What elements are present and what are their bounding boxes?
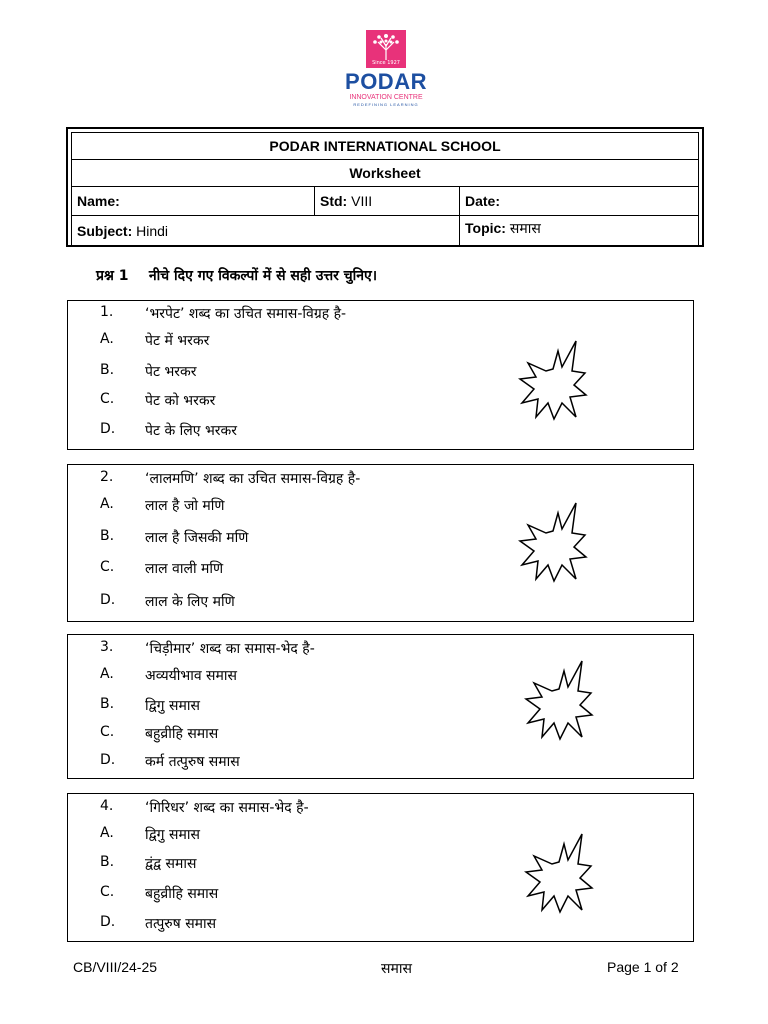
option-text: पेट के लिए भरकर	[145, 423, 238, 439]
footer-topic: समास	[381, 960, 412, 976]
std-value: VIII	[351, 193, 373, 209]
starburst-icon	[524, 830, 594, 920]
option-text: तत्पुरुष समास	[145, 916, 217, 932]
question-box-3	[67, 634, 694, 779]
option-label: C.	[100, 559, 115, 575]
name-label: Name:	[77, 193, 120, 209]
topic-cell	[460, 216, 699, 247]
date-cell	[460, 187, 699, 216]
option-label: D.	[100, 914, 116, 930]
date-label: Date:	[465, 193, 501, 209]
option-text: अव्ययीभाव समास	[145, 668, 237, 684]
question-text: ‘गिरिधर’ शब्द का समास-भेद है-	[145, 800, 309, 816]
footer-code: CB/VIII/24-25	[73, 959, 158, 975]
option-text: पेट को भरकर	[145, 393, 216, 409]
logo-subtitle: INNOVATION CENTRE	[349, 94, 423, 101]
question-box-1	[67, 300, 694, 450]
option-label: B.	[100, 854, 115, 870]
option-label: D.	[100, 752, 116, 768]
option-text: पेट में भरकर	[145, 333, 210, 349]
topic-label: Topic:	[465, 220, 506, 236]
starburst-icon	[518, 499, 588, 589]
subject-label: Subject:	[77, 223, 133, 239]
question-box-4	[67, 793, 694, 942]
school-logo	[336, 30, 436, 107]
logo-since: Since 1927	[372, 60, 400, 66]
option-label: A.	[100, 666, 114, 682]
option-text: लाल है जिसकी मणि	[145, 530, 249, 546]
option-text: द्विगु समास	[145, 827, 200, 843]
option-label: D.	[100, 592, 116, 608]
header-table	[66, 127, 704, 247]
option-text: द्विगु समास	[145, 698, 200, 714]
option-label: C.	[100, 391, 115, 407]
std-cell	[315, 187, 460, 216]
question-number: 2.	[100, 469, 114, 485]
starburst-icon	[518, 337, 588, 427]
option-text: लाल के लिए मणि	[145, 594, 235, 610]
option-text: पेट भरकर	[145, 364, 197, 380]
question-number: 4.	[100, 798, 114, 814]
option-label: B.	[100, 696, 115, 712]
question-box-2	[67, 464, 694, 622]
option-text: कर्म तत्पुरुष समास	[145, 754, 240, 770]
instruction-text: नीचे दिए गए विकल्पों में से सही उत्तर चुनिए।	[148, 268, 378, 284]
option-text: लाल वाली मणि	[145, 561, 224, 577]
question-text: ‘चिड़ीमार’ शब्द का समास-भेद है-	[145, 641, 315, 657]
option-text: लाल है जो मणि	[145, 498, 225, 514]
option-label: A.	[100, 331, 114, 347]
question-text: ‘भरपेट’ शब्द का उचित समास-विग्रह है-	[145, 306, 347, 322]
question-number: 1.	[100, 304, 114, 320]
question-text: ‘लालमणि’ शब्द का उचित समास-विग्रह है-	[145, 471, 361, 487]
question-number: 3.	[100, 639, 114, 655]
subject-cell	[72, 216, 460, 247]
option-text: द्वंद्व समास	[145, 856, 197, 872]
instruction	[96, 266, 377, 285]
option-label: B.	[100, 362, 115, 378]
option-text: बहुव्रीहि समास	[145, 886, 219, 902]
school-name: PODAR INTERNATIONAL SCHOOL	[72, 133, 699, 160]
logo-name: PODAR	[345, 69, 427, 94]
name-cell	[72, 187, 315, 216]
starburst-icon	[524, 657, 594, 747]
option-label: B.	[100, 528, 115, 544]
option-text: बहुव्रीहि समास	[145, 726, 219, 742]
tree-logo-icon	[366, 30, 406, 68]
topic-value: समास	[509, 220, 541, 236]
option-label: C.	[100, 884, 115, 900]
option-label: A.	[100, 825, 114, 841]
subject-value: Hindi	[136, 223, 169, 239]
std-label: Std:	[320, 193, 348, 209]
option-label: D.	[100, 421, 116, 437]
option-label: A.	[100, 496, 114, 512]
instruction-number: प्रश्न 1	[96, 268, 129, 284]
option-label: C.	[100, 724, 115, 740]
worksheet-title: Worksheet	[72, 160, 699, 187]
logo-tagline: REDEFINING LEARNING	[353, 102, 419, 107]
footer-page: Page 1 of 2	[607, 959, 679, 975]
